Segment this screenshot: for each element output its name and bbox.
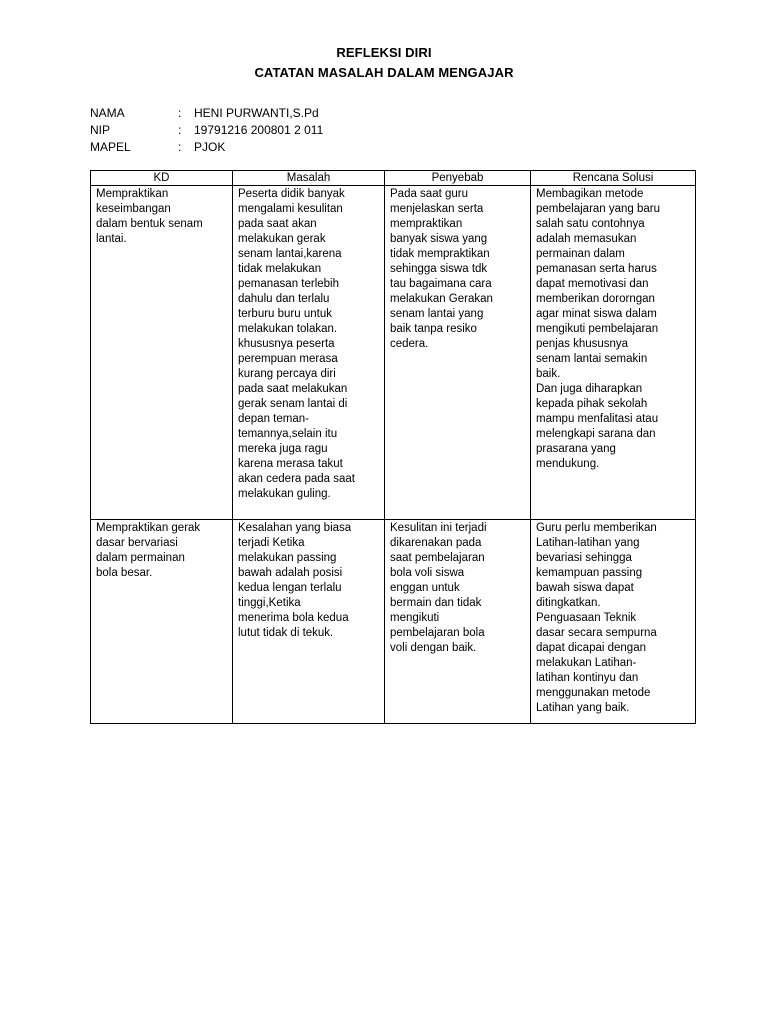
cell-masalah [233, 186, 385, 520]
cell-penyebab [385, 186, 531, 520]
cell-kd [91, 186, 233, 520]
identity-block [90, 105, 323, 156]
info-label: MAPEL [90, 140, 131, 154]
document-title: REFLEKSI DIRI [336, 45, 432, 60]
table-row [91, 186, 696, 520]
info-row-nip [90, 122, 323, 139]
info-value: PJOK [194, 140, 226, 154]
document-subtitle: CATATAN MASALAH DALAM MENGAJAR [254, 65, 514, 80]
cell-text: Membagikan metode pembelajaran yang baru salah satu contohnya adalah memasukan permainan dalam pemanasan serta harus dapat memotivasi dan memberikan dororngan agar minat siswa dalam mengikuti pembelajaran penjas khususnya senam lantai semakin baik. Dan juga diharapkan kepada pihak sekolah mampu menfalitasi atau melengkapi sarana dan prasarana yang mendukung. [536, 188, 661, 470]
info-row-mapel [90, 139, 323, 156]
cell-text: Guru perlu memberikan Latihan-latihan yang bevariasi sehingga kemampuan passing bawah siswa dapat ditingkatkan. Penguasaan Teknik dasar secara sempurna dapat dicapai dengan melakukan Latihan- latihan kontinyu dan menggunakan metode Latihan yang baik. [536, 522, 657, 714]
header-penyebab: Penyebab [385, 171, 531, 186]
header-masalah: Masalah [233, 171, 385, 186]
cell-kd [91, 520, 233, 724]
cell-text: Pada saat guru menjelaskan serta mempraktikan banyak siswa yang tidak mempraktikan sehingga siswa tdk tau bagaimana cara melakukan Gerakan senam lantai yang baik tanpa resiko cedera. [390, 188, 493, 350]
info-colon: : [178, 106, 182, 120]
table-row [91, 520, 696, 724]
info-label: NAMA [90, 106, 125, 120]
cell-text: Mempraktikan keseimbangan dalam bentuk senam lantai. [96, 188, 203, 245]
info-row-nama [90, 105, 323, 122]
cell-penyebab [385, 520, 531, 724]
cell-masalah [233, 520, 385, 724]
reflection-table [90, 170, 696, 724]
info-label: NIP [90, 123, 111, 137]
header-rencana-solusi: Rencana Solusi [531, 171, 696, 186]
cell-text: Kesulitan ini terjadi dikarenakan pada saat pembelajaran bola voli siswa enggan untuk bermain dan tidak mengikuti pembelajaran bola voli dengan baik. [390, 522, 487, 654]
table-header-row [91, 171, 696, 186]
cell-text: Kesalahan yang biasa terjadi Ketika melakukan passing bawah adalah posisi kedua lengan terlalu tinggi,Ketika menerima bola kedua lutut tidak di tekuk. [238, 522, 352, 639]
info-colon: : [178, 123, 182, 137]
header-kd: KD [91, 171, 233, 186]
info-value: 19791216 200801 2 011 [194, 123, 324, 137]
info-colon: : [178, 140, 182, 154]
cell-rencana-solusi [531, 520, 696, 724]
info-value: HENI PURWANTI,S.Pd [194, 106, 319, 120]
cell-rencana-solusi [531, 186, 696, 520]
cell-text: Mempraktikan gerak dasar bervariasi dalam permainan bola besar. [96, 522, 201, 579]
cell-text: Peserta didik banyak mengalami kesulitan pada saat akan melakukan gerak senam lantai,karena tidak melakukan pemanasan terlebih dahulu dan terlalu terburu buru untuk melakukan tolakan. khususnya peserta perempuan merasa kurang percaya diri pada saat melakukan gerak senam lantai di depan teman- temannya,selain itu mereka juga ragu karena merasa takut akan cedera pada saat melakukan guling. [238, 188, 356, 500]
